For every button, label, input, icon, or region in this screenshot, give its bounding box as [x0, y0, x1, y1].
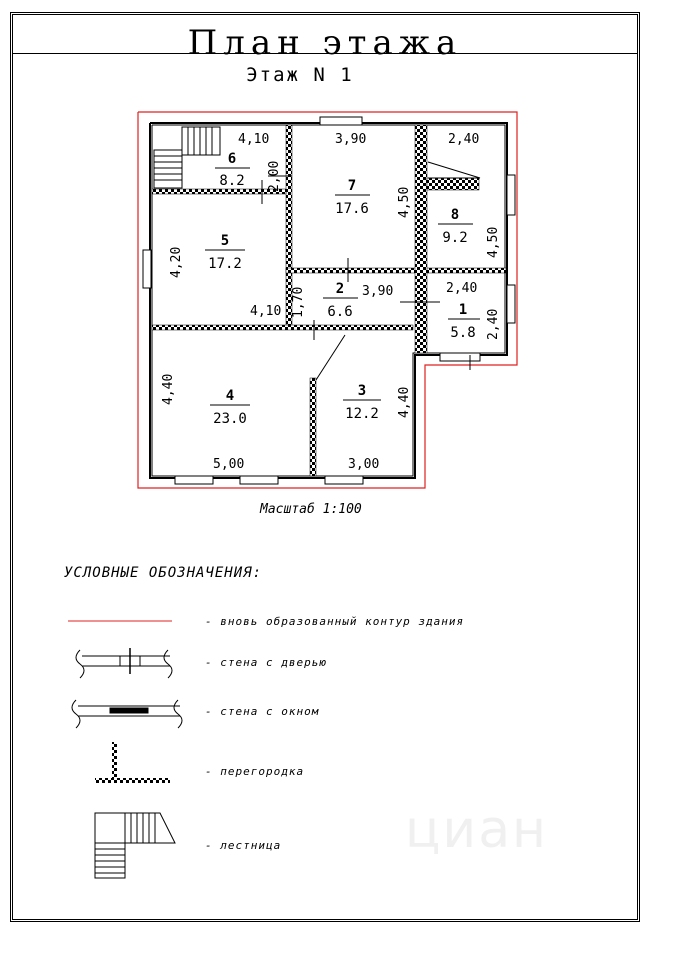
room-area: 17.2 — [208, 256, 242, 272]
room-number: 6 — [227, 151, 237, 167]
dim-label: 3,90 — [362, 284, 394, 299]
dim-label: 2,40 — [446, 281, 478, 296]
room-area: 8.2 — [219, 173, 245, 189]
room-number: 7 — [347, 178, 357, 194]
room-number: 2 — [335, 281, 345, 297]
dim-label: 2,00 — [267, 160, 282, 192]
room-number: 5 — [220, 233, 230, 249]
room-2 — [323, 281, 358, 320]
dim-label: 3,00 — [348, 457, 380, 472]
dim-label: 5,00 — [213, 457, 245, 472]
room-number: 8 — [450, 207, 460, 223]
watermark: циан — [405, 800, 549, 860]
legend-item-door: - стена с дверью — [205, 656, 327, 669]
dim-label: 2,40 — [486, 308, 501, 340]
room-area: 23.0 — [213, 411, 247, 427]
floor-label: Этаж N 1 — [246, 64, 354, 86]
room-4 — [210, 388, 250, 427]
legend-window-symbol — [72, 700, 182, 728]
dim-label: 4,40 — [397, 386, 412, 418]
outer-walls — [150, 123, 507, 478]
dim-label: 2,40 — [448, 132, 480, 147]
dim-label: 4,40 — [161, 373, 176, 405]
room-5 — [205, 233, 245, 272]
dim-label: 4,10 — [238, 132, 270, 147]
room-number: 3 — [357, 383, 367, 399]
room-7 — [335, 178, 370, 217]
legend-symbols — [68, 621, 182, 878]
room-area: 5.8 — [450, 325, 476, 341]
room-area: 12.2 — [345, 406, 379, 422]
legend-item-stairs: - лестница — [205, 839, 282, 852]
legend-item-window: - стена с окном — [205, 705, 320, 718]
room-area: 6.6 — [327, 304, 353, 320]
legend-partition-symbol — [95, 742, 170, 783]
legend-stairs-symbol — [95, 813, 175, 878]
dim-label: 4,10 — [250, 304, 282, 319]
legend-door-symbol — [76, 648, 172, 678]
room-1 — [448, 302, 480, 341]
room-number: 4 — [225, 388, 235, 404]
legend-item-contour: - вновь образованный контур здания — [205, 615, 465, 628]
dim-label: 4,20 — [169, 246, 184, 278]
dim-label: 1,70 — [291, 286, 306, 318]
room-number: 1 — [458, 302, 468, 318]
dim-label: 4,50 — [397, 186, 412, 218]
legend-item-partition: - перегородка — [205, 765, 305, 778]
room-area: 17.6 — [335, 201, 369, 217]
room-3 — [343, 383, 381, 422]
legend-title: УСЛОВНЫЕ ОБОЗНАЧЕНИЯ: — [64, 565, 263, 581]
room-8 — [438, 207, 473, 246]
room-6 — [215, 151, 250, 189]
dim-label: 3,90 — [335, 132, 367, 147]
room-area: 9.2 — [442, 230, 468, 246]
page-title: План этажа — [187, 23, 463, 63]
building-contour — [138, 112, 517, 488]
dim-label: 4,50 — [486, 226, 501, 258]
scale-label: Масштаб 1:100 — [260, 502, 362, 517]
